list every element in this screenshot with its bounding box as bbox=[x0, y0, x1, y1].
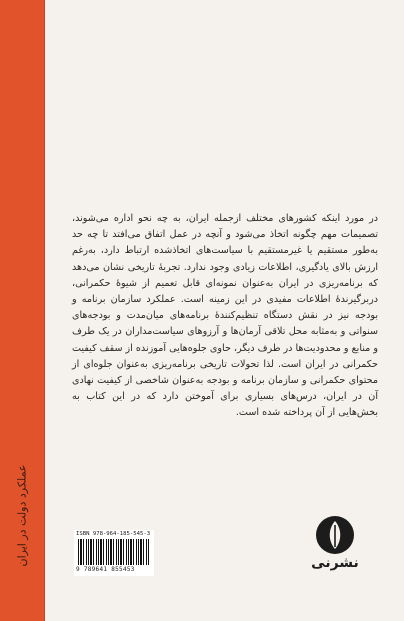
spine-title-wrap bbox=[2, 460, 42, 570]
blurb-paragraph: در مورد اینکه کشورهای مختلف ازجمله ایران، به چه نحو اداره می‌شوند، تصمیمات مهم چگونه اتخاذ می‌شود و آنچه در عمل اتفاق می‌افتد تا چه حد به‌طور مستقیم یا غیرمستقیم با سیاست‌های اتخاذشده ارتباط دارد، به‌رغم ارزش بالای یادگیری، اطلاعات زیادی وجود ندارد. تجربهٔ تاریخی نشان می‌دهد که برنامه‌ریزی در ایران به‌عنوان نمونه‌ای قابل تعمیم از شیوهٔ حکمرانی، دربرگیرندهٔ اطلاعات مفیدی در این زمینه است. عملکرد سازمان برنامه و بودجه نیز در نقش دستگاه تنظیم‌کنندهٔ برنامه‌های میان‌مدت و بودجه‌های سنواتی و به‌مثابه محل تلاقی آرمان‌ها و آرزوهای سیاست‌مداران در یک طرف و منابع و محدودیت‌ها در طرف دیگر، حاوی جلوه‌هایی آموزنده از سقف کیفیت حکمرانی در ایران است. لذا تحولات تاریخی برنامه‌ریزی به‌عنوان جلوه‌ای از محتوای حکمرانی و سازمان برنامه و بودجه به‌عنوان شاخصی از کیفیت نهادی آن در ایران، درس‌های بسیاری برای آموختن دارد که در این کتاب به بخش‌هایی از آن پرداخته شده است. bbox=[72, 213, 378, 419]
back-cover-blurb bbox=[72, 211, 378, 422]
barcode-digits: 9 789641 855453 bbox=[76, 566, 135, 573]
isbn-barcode bbox=[74, 530, 154, 576]
nashreney-leaf-icon bbox=[315, 515, 355, 555]
spine-strip bbox=[0, 0, 45, 621]
isbn-label: ISBN 978-964-185-545-3 bbox=[76, 531, 151, 537]
publisher-logo bbox=[310, 515, 360, 579]
barcode-bars bbox=[78, 539, 150, 565]
spine-title: عملکرد دولت در ایران bbox=[15, 464, 29, 566]
publisher-name: نشرنی bbox=[311, 555, 359, 571]
